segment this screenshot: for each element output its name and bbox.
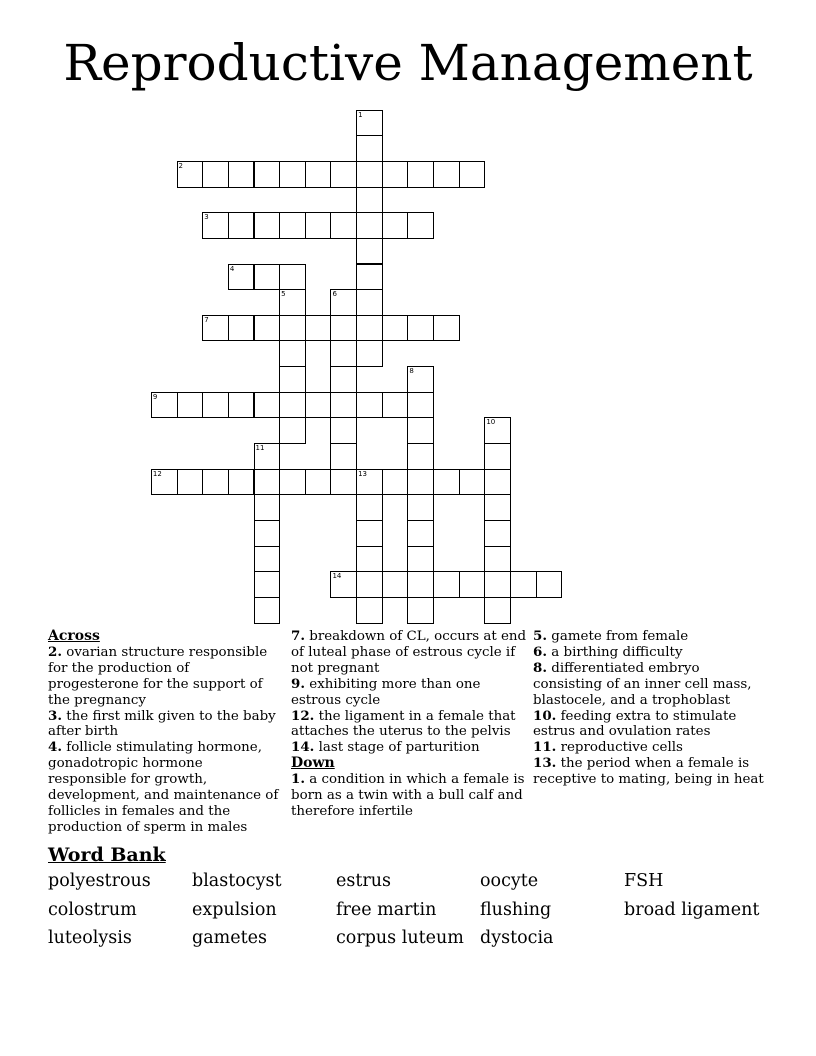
clue-across-3: 3. the first milk given to the baby after birth — [48, 707, 276, 740]
grid-cell[interactable] — [279, 315, 306, 342]
clue-number: 7 — [204, 315, 209, 324]
clue-down-8: 8. differentiated embryo consisting of an inner cell mass, blastocele, and a trophoblast — [533, 659, 752, 708]
grid-cell[interactable] — [356, 187, 383, 214]
clues-column-2 — [291, 629, 527, 820]
clue-number: 6 — [332, 290, 337, 299]
word-bank-item: luteolysis — [48, 928, 132, 948]
grid-cell[interactable] — [202, 392, 229, 419]
grid-cell[interactable] — [356, 135, 383, 162]
clue-number: 3 — [204, 213, 209, 222]
grid-cell[interactable] — [151, 392, 178, 419]
grid-cell[interactable] — [484, 443, 511, 470]
word-bank-item: corpus luteum — [336, 928, 464, 948]
clue-down-6: 6. a birthing difficulty — [533, 643, 683, 660]
grid-cell[interactable] — [356, 110, 383, 137]
grid-cell[interactable] — [459, 161, 486, 188]
grid-cell[interactable] — [330, 469, 357, 496]
grid-cell[interactable] — [407, 520, 434, 547]
clue-number: 10 — [486, 418, 496, 427]
grid-cell[interactable] — [356, 264, 383, 291]
grid-cell[interactable] — [510, 571, 537, 598]
grid-cell[interactable] — [407, 161, 434, 188]
clue-number: 4 — [229, 264, 235, 273]
word-bank-item: expulsion — [192, 899, 277, 920]
grid-cell[interactable] — [433, 571, 460, 598]
grid-cell[interactable] — [228, 469, 255, 496]
grid-cell[interactable] — [356, 520, 383, 547]
clue-number: 13 — [358, 469, 368, 478]
grid-cell[interactable] — [407, 315, 434, 342]
grid-cell[interactable] — [356, 494, 383, 521]
word-bank-item: colostrum — [48, 899, 137, 920]
clue-number: 8 — [409, 367, 414, 376]
grid-cell[interactable] — [356, 469, 383, 496]
grid-cell[interactable] — [459, 469, 486, 496]
grid-cell[interactable] — [254, 469, 281, 496]
clue-down-10: 10. feeding extra to stimulate estrus and ovulation rates — [533, 707, 737, 740]
word-bank-item: free martin — [336, 899, 437, 920]
word-bank-item: blastocyst — [192, 871, 282, 891]
clue-number: 1 — [358, 110, 363, 119]
grid-cell[interactable] — [228, 161, 255, 188]
across-header: Across — [48, 628, 100, 644]
grid-cell[interactable] — [177, 469, 204, 496]
grid-cell[interactable] — [330, 571, 357, 598]
grid-cell[interactable] — [279, 417, 306, 444]
grid-cell[interactable] — [330, 161, 357, 188]
grid-cell[interactable] — [330, 315, 357, 342]
clues-column-1 — [48, 629, 284, 836]
page-title: Reproductive Management — [63, 34, 753, 92]
grid-cell[interactable] — [382, 161, 409, 188]
clue-across-7: 7. breakdown of CL, occurs at end of luteal phase of estrous cycle if not pregnant — [291, 628, 527, 676]
grid-cell[interactable] — [433, 315, 460, 342]
word-bank-item: estrus — [336, 871, 391, 891]
grid-cell[interactable] — [279, 264, 306, 291]
grid-cell[interactable] — [356, 238, 383, 265]
grid-cell[interactable] — [151, 469, 178, 496]
grid-cell[interactable] — [279, 392, 306, 419]
grid-cell[interactable] — [254, 597, 281, 624]
clue-across-4: 4. follicle stimulating hormone, gonadotropic hormone responsible for growth, development, and maintenance of follicles in females and the production of sperm in males — [48, 739, 279, 835]
grid-cell[interactable] — [279, 469, 306, 496]
grid-cell[interactable] — [407, 443, 434, 470]
down-header: Down — [291, 755, 335, 772]
word-bank-item: broad ligament — [624, 899, 760, 920]
grid-cell[interactable] — [330, 340, 357, 367]
grid-cell[interactable] — [279, 212, 306, 239]
clue-number: 12 — [152, 469, 162, 478]
grid-cell[interactable] — [254, 392, 281, 419]
grid-cell[interactable] — [484, 597, 511, 624]
clue-down-5: 5. gamete from female — [533, 628, 689, 644]
grid-cell[interactable] — [484, 571, 511, 598]
clue-across-12: 12. the ligament in a female that attaches the uterus to the pelvis — [291, 707, 516, 740]
word-bank-item: FSH — [624, 871, 664, 891]
grid-cell[interactable] — [279, 289, 306, 316]
grid-cell[interactable] — [484, 546, 511, 573]
clue-down-11: 11. reproductive cells — [533, 739, 683, 756]
word-bank-item: gametes — [192, 928, 267, 948]
grid-cell[interactable] — [254, 264, 281, 291]
grid-cell[interactable] — [407, 366, 434, 393]
clue-across-14: 14. last stage of parturition — [291, 739, 480, 756]
grid-cell[interactable] — [330, 392, 357, 419]
grid-cell[interactable] — [305, 392, 332, 419]
word-bank-item: oocyte — [480, 871, 539, 891]
grid-cell[interactable] — [382, 571, 409, 598]
grid-cell[interactable] — [202, 161, 229, 188]
grid-cell[interactable] — [279, 340, 306, 367]
grid-cell[interactable] — [407, 212, 434, 239]
grid-cell[interactable] — [254, 443, 281, 470]
clue-number: 14 — [332, 572, 342, 581]
grid-cell[interactable] — [177, 392, 204, 419]
grid-cell[interactable] — [254, 212, 281, 239]
grid-cell[interactable] — [202, 315, 229, 342]
grid-cell[interactable] — [407, 597, 434, 624]
clue-number: 5 — [281, 290, 286, 299]
grid-cell[interactable] — [330, 212, 357, 239]
grid-cell[interactable] — [279, 366, 306, 393]
clues-column-3 — [533, 629, 769, 788]
grid-cell[interactable] — [356, 392, 383, 419]
grid-cell[interactable] — [356, 161, 383, 188]
grid-cell[interactable] — [356, 289, 383, 316]
grid-cell[interactable] — [382, 212, 409, 239]
grid-cell[interactable] — [330, 417, 357, 444]
grid-cell[interactable] — [330, 443, 357, 470]
grid-cell[interactable] — [407, 494, 434, 521]
clue-number: 2 — [178, 161, 184, 170]
clue-down-13: 13. the period when a female is receptive to mating, being in heat — [533, 755, 764, 788]
grid-cell[interactable] — [407, 571, 434, 598]
grid-cell[interactable] — [433, 161, 460, 188]
clue-number: 9 — [152, 392, 158, 401]
grid-cell[interactable] — [356, 315, 383, 342]
grid-cell[interactable] — [202, 212, 229, 239]
clue-across-2: 2. ovarian structure responsible for the production of progesterone for the support of the pregnancy — [48, 643, 268, 708]
grid-cell[interactable] — [305, 469, 332, 496]
grid-cell[interactable] — [484, 417, 511, 444]
clue-number: 11 — [255, 444, 265, 453]
grid-cell[interactable] — [254, 161, 281, 188]
grid-cell[interactable] — [254, 494, 281, 521]
grid-cell[interactable] — [459, 571, 486, 598]
grid-cell[interactable] — [407, 417, 434, 444]
grid-cell[interactable] — [177, 161, 204, 188]
grid-cell[interactable] — [279, 161, 306, 188]
grid-cell[interactable] — [330, 289, 357, 316]
grid-cell[interactable] — [484, 469, 511, 496]
grid-cell[interactable] — [407, 392, 434, 419]
grid-cell[interactable] — [382, 315, 409, 342]
grid-cell[interactable] — [356, 212, 383, 239]
grid-cell[interactable] — [407, 469, 434, 496]
clue-down-1: 1. a condition in which a female is born as a twin with a bull calf and therefore infertile — [291, 771, 525, 819]
grid-cell[interactable] — [202, 469, 229, 496]
grid-cell[interactable] — [254, 571, 281, 598]
grid-cell[interactable] — [356, 597, 383, 624]
grid-cell[interactable] — [484, 520, 511, 547]
grid-cell[interactable] — [484, 494, 511, 521]
grid-cell[interactable] — [305, 161, 332, 188]
word-bank-item: dystocia — [480, 928, 554, 948]
grid-cell[interactable] — [254, 520, 281, 547]
grid-cell[interactable] — [382, 469, 409, 496]
grid-cell[interactable] — [356, 571, 383, 598]
word-bank-item: polyestrous — [48, 871, 151, 891]
grid-cell[interactable] — [228, 392, 255, 419]
grid-cell[interactable] — [330, 366, 357, 393]
clue-across-9: 9. exhibiting more than one estrous cycle — [291, 675, 481, 708]
word-bank-item: flushing — [480, 899, 552, 920]
grid-cell[interactable] — [305, 315, 332, 342]
grid-cell[interactable] — [356, 546, 383, 573]
grid-cell[interactable] — [536, 571, 563, 598]
grid-cell[interactable] — [305, 212, 332, 239]
grid-cell[interactable] — [228, 264, 255, 291]
grid-cell[interactable] — [356, 340, 383, 367]
grid-cell[interactable] — [254, 315, 281, 342]
grid-cell[interactable] — [228, 212, 255, 239]
grid-cell[interactable] — [407, 546, 434, 573]
grid-cell[interactable] — [254, 546, 281, 573]
grid-cell[interactable] — [433, 469, 460, 496]
grid-cell[interactable] — [382, 392, 409, 419]
grid-cell[interactable] — [228, 315, 255, 342]
word-bank-title: Word Bank — [48, 844, 166, 866]
